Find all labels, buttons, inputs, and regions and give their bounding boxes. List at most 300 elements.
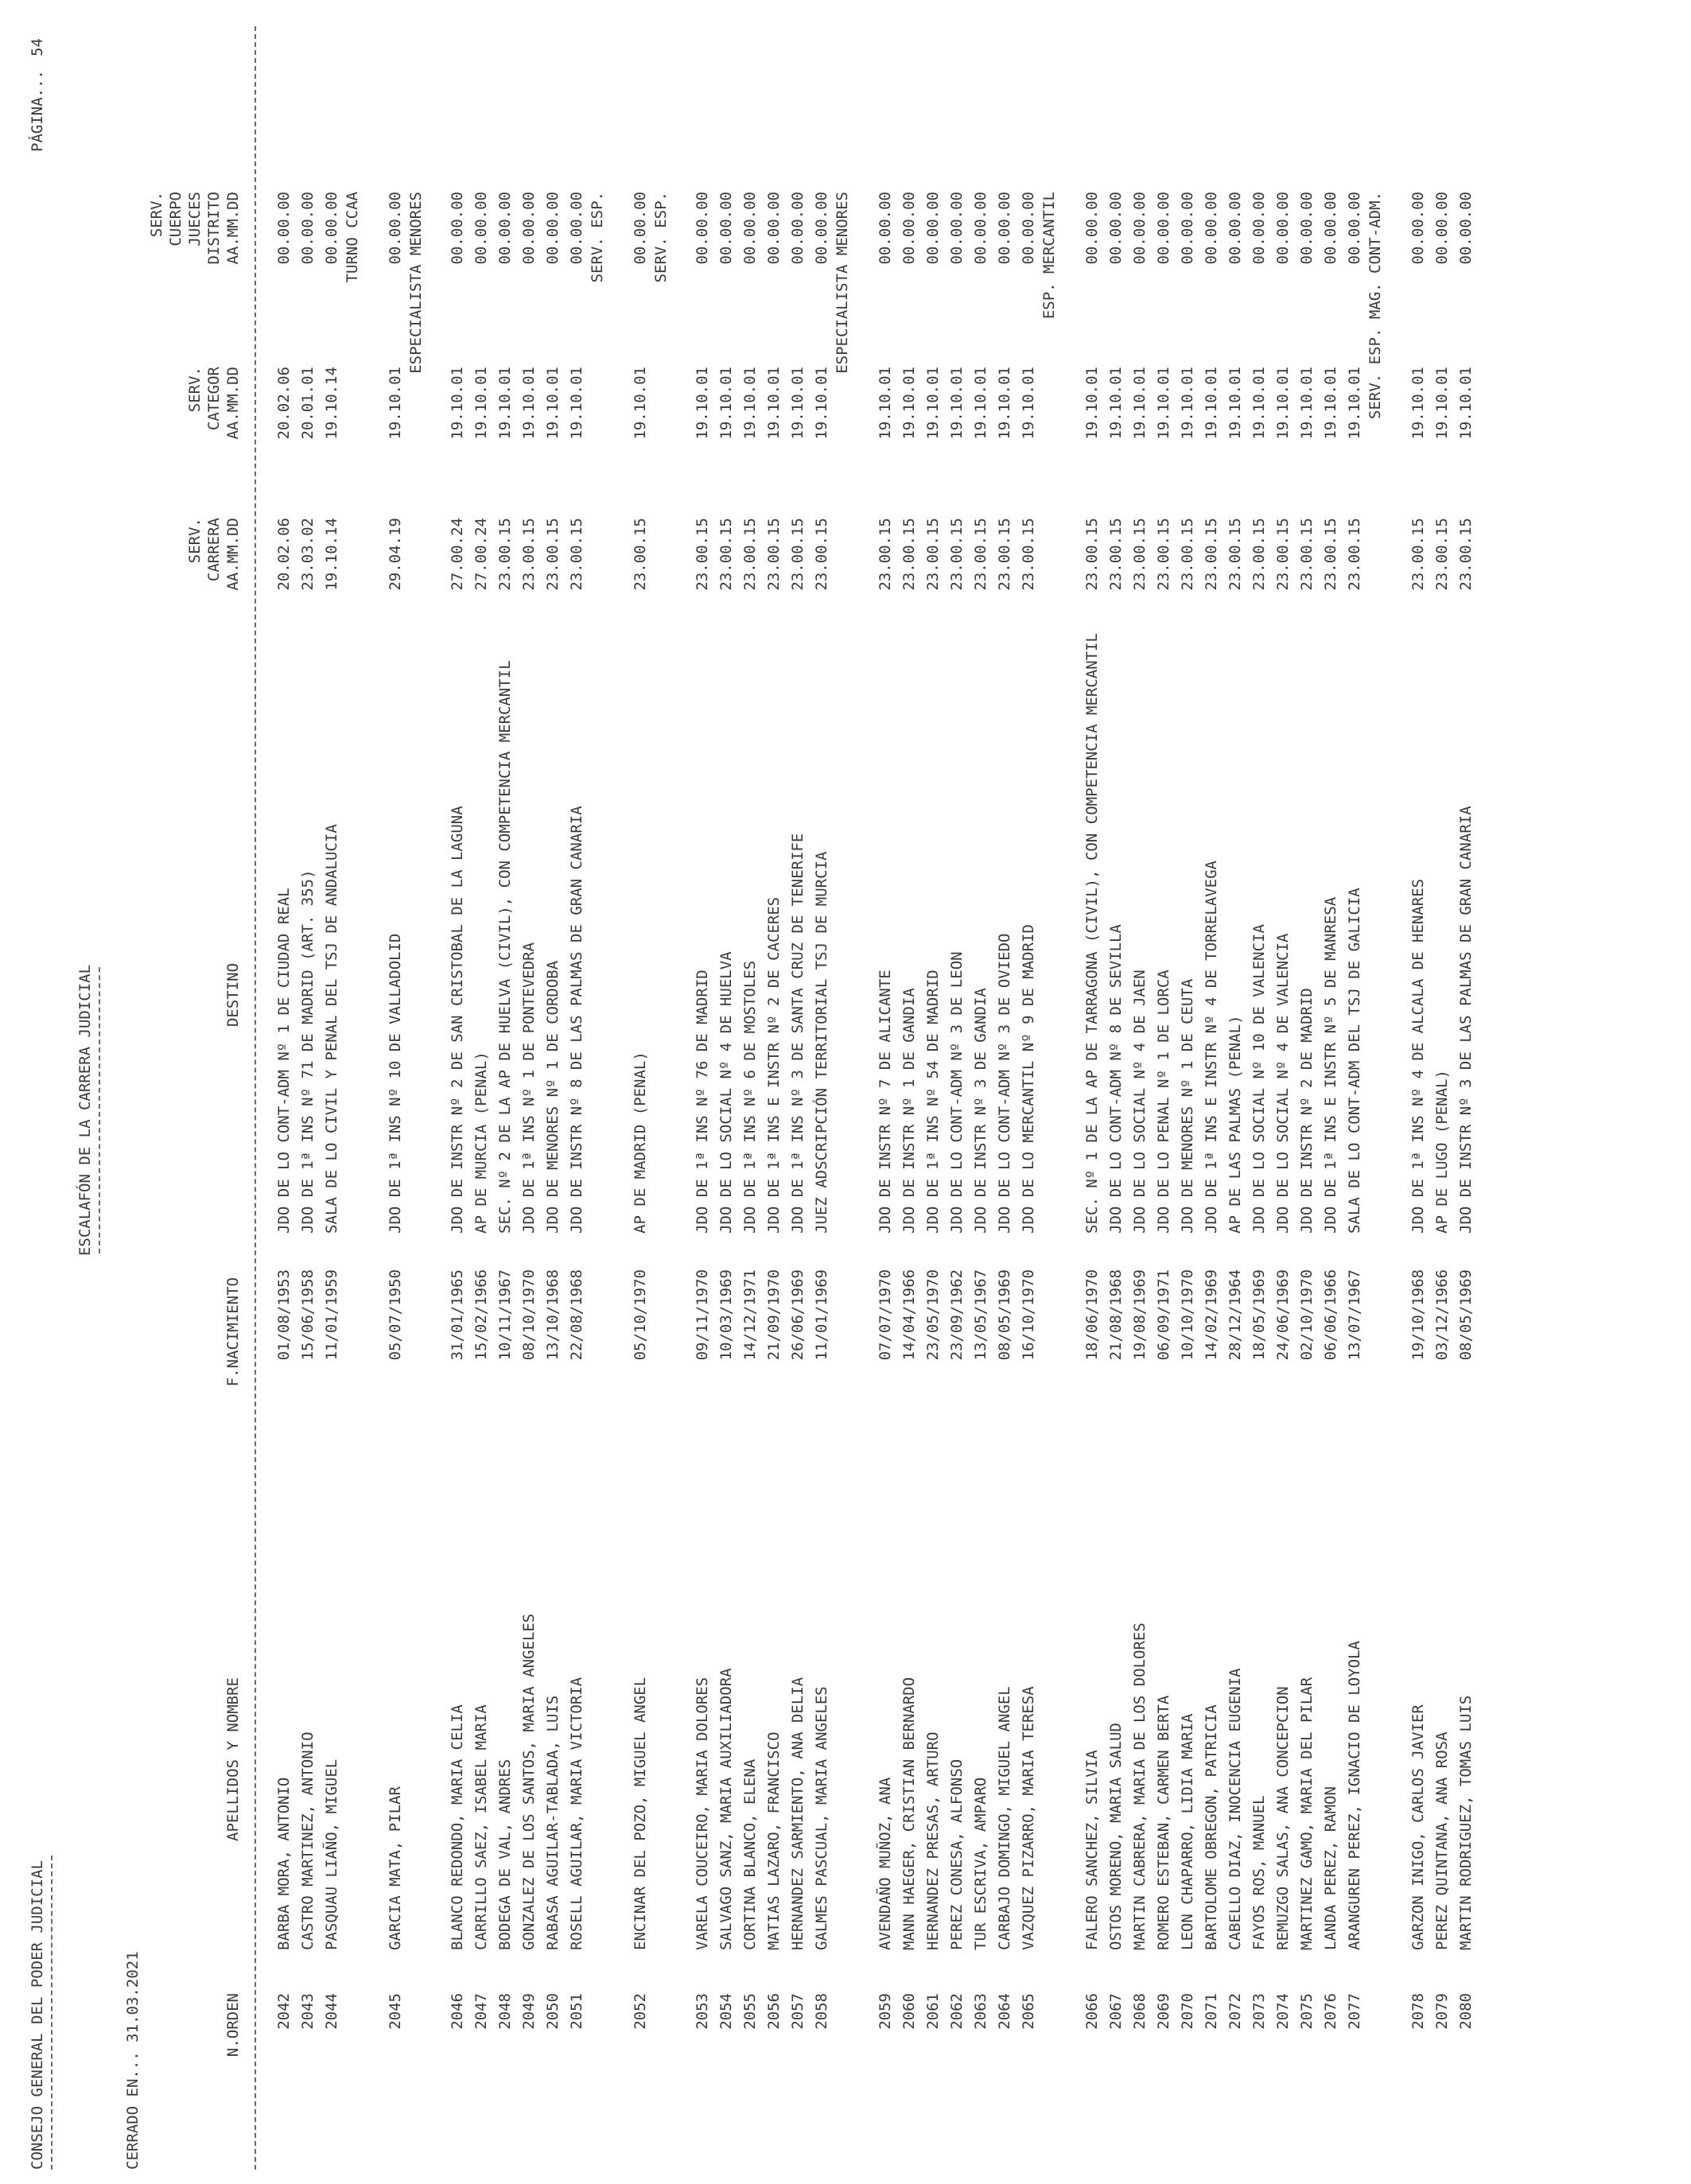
row-annotation: SERV. ESP. — [652, 192, 670, 283]
birth-date: 05/10/1970 — [632, 1269, 649, 1361]
order-number: 2042 — [275, 1993, 293, 2030]
serv-carrera: 23.00.15 — [694, 518, 711, 591]
destination: JDO DE 1ª INS E INSTR Nº 2 DE CACERES — [765, 896, 783, 1234]
destination: JDO DE 1ª INS Nº 54 DE MADRID — [924, 970, 942, 1234]
person-name: OSTOS MORENO, MARIA SALUD — [1107, 1723, 1125, 1950]
serv-carrera: 23.00.15 — [1298, 518, 1316, 591]
destination: JDO DE 1ª INS Nº 1 DE PONTEVEDRA — [520, 942, 538, 1234]
person-name: HERNANDEZ SARMIENTO, ANA DELIA — [789, 1677, 807, 1950]
birth-date: 02/10/1970 — [1298, 1269, 1316, 1361]
serv-distrito: 00.00.00 — [1298, 192, 1316, 265]
birth-date: 09/11/1970 — [694, 1269, 711, 1361]
serv-carrera: 23.00.15 — [972, 518, 989, 591]
birth-date: 06/09/1971 — [1155, 1269, 1172, 1361]
person-name: ROSELL AGUILAR, MARIA VICTORIA — [568, 1677, 585, 1950]
order-number: 2078 — [1409, 1993, 1427, 2030]
birth-date: 01/08/1953 — [275, 1269, 293, 1361]
birth-date: 15/02/1966 — [472, 1269, 490, 1361]
destination: JDO DE 1ª INS Nº 3 DE SANTA CRUZ DE TENERIFE — [789, 833, 807, 1234]
serv-categor: 19.10.01 — [765, 367, 783, 440]
destination: SEC. Nº 1 DE LA AP DE TARRAGONA (CIVIL), CON COMPETENCIA MERCANTIL — [1083, 633, 1101, 1234]
birth-date: 21/09/1970 — [765, 1269, 783, 1361]
birth-date: 11/01/1969 — [813, 1269, 830, 1361]
serv-categor: 19.10.01 — [1020, 367, 1037, 440]
serv-categor: 19.10.01 — [472, 367, 490, 440]
serv-categor: 19.10.01 — [694, 367, 711, 440]
serv-distrito: 00.00.00 — [1322, 192, 1339, 265]
col-header-serv-categor-3: AA.MM.DD — [224, 367, 242, 440]
order-number: 2069 — [1155, 1993, 1172, 2030]
birth-date: 15/06/1958 — [299, 1269, 317, 1361]
serv-categor: 20.02.06 — [275, 367, 293, 440]
page-number: 54 — [29, 38, 46, 56]
serv-carrera: 23.00.15 — [1155, 518, 1172, 591]
order-number: 2043 — [299, 1993, 317, 2030]
col-header-serv-distrito-3: JUECES — [186, 192, 204, 247]
destination: JDO DE LO CONT-ADM Nº 3 DE LEON — [948, 951, 966, 1234]
row-annotation: SERV. ESP. — [589, 192, 606, 283]
order-number: 2046 — [449, 1993, 466, 2030]
destination: SEC. Nº 2 DE LA AP DE HUELVA (CIVIL), CON COMPETENCIA MERCANTIL — [496, 660, 514, 1234]
serv-distrito: 00.00.00 — [741, 192, 759, 265]
serv-distrito: 00.00.00 — [1409, 192, 1427, 265]
serv-distrito: 00.00.00 — [900, 192, 918, 265]
order-number: 2077 — [1346, 1993, 1363, 2030]
destination: JDO DE INSTR Nº 3 DE GANDIA — [972, 988, 989, 1234]
birth-date: 07/07/1970 — [877, 1269, 894, 1361]
col-header-birth: F.NACIMIENTO — [224, 1277, 242, 1387]
birth-date: 28/12/1964 — [1226, 1269, 1244, 1361]
serv-carrera: 23.00.15 — [1131, 518, 1149, 591]
serv-categor: 19.10.01 — [1250, 367, 1268, 440]
order-number: 2065 — [1020, 1993, 1037, 2030]
person-name: MARTINEZ GAMO, MARIA DEL PILAR — [1298, 1677, 1316, 1950]
serv-carrera: 23.00.15 — [741, 518, 759, 591]
col-header-serv-distrito-5: AA.MM.DD — [224, 192, 242, 265]
order-number: 2053 — [694, 1993, 711, 2030]
serv-categor: 19.10.01 — [1433, 367, 1451, 440]
order-number: 2056 — [765, 1993, 783, 2030]
serv-distrito: 00.00.00 — [1457, 192, 1475, 265]
serv-categor: 19.10.01 — [972, 367, 989, 440]
serv-carrera: 23.00.15 — [1274, 518, 1292, 591]
serv-distrito: 00.00.00 — [1346, 192, 1363, 265]
person-name: PEREZ QUINTANA, ANA ROSA — [1433, 1731, 1451, 1950]
destination: JDO DE INSTR Nº 7 DE ALICANTE — [877, 970, 894, 1234]
person-name: BODEGA DE VAL, ANDRES — [496, 1758, 514, 1950]
destination: JDO DE LO MERCANTIL Nº 9 DE MADRID — [1020, 924, 1037, 1234]
order-number: 2049 — [520, 1993, 538, 2030]
serv-carrera: 29.04.19 — [387, 518, 404, 591]
destination: JDO DE 1ª INS Nº 10 DE VALLADOLID — [387, 933, 404, 1234]
person-name: LEON CHAPARRO, LIDIA MARIA — [1179, 1713, 1196, 1950]
order-number: 2071 — [1203, 1993, 1220, 2030]
order-number: 2073 — [1250, 1993, 1268, 2030]
birth-date: 13/05/1967 — [972, 1269, 989, 1361]
order-number: 2064 — [996, 1993, 1013, 2030]
serv-distrito: 00.00.00 — [299, 192, 317, 265]
col-header-destination: DESTINO — [224, 962, 242, 1028]
serv-carrera: 23.00.15 — [520, 518, 538, 591]
serv-categor: 19.10.01 — [1346, 367, 1363, 440]
row-annotation: ESPECIALISTA MENORES — [407, 192, 425, 374]
serv-carrera: 23.00.15 — [813, 518, 830, 591]
serv-distrito: 00.00.00 — [789, 192, 807, 265]
serv-carrera: 23.00.15 — [1322, 518, 1339, 591]
destination: JDO DE INSTR Nº 3 DE LAS PALMAS DE GRAN CANARIA — [1457, 806, 1475, 1234]
destination: JDO DE LO CONT-ADM Nº 8 DE SEVILLA — [1107, 924, 1125, 1234]
col-header-name: APELLIDOS Y NOMBRE — [224, 1677, 242, 1841]
person-name: BLANCO REDONDO, MARIA CELIA — [449, 1704, 466, 1950]
serv-distrito: 00.00.00 — [948, 192, 966, 265]
report-title-underline — [99, 967, 100, 1253]
destination: JDO DE MENORES Nº 1 DE CEUTA — [1179, 978, 1196, 1234]
col-header-serv-carrera-3: AA.MM.DD — [224, 518, 242, 591]
person-name: FALERO SANCHEZ, SILVIA — [1083, 1750, 1101, 1950]
destination: JDO DE LO SOCIAL Nº 4 DE HUELVA — [717, 951, 735, 1234]
serv-carrera: 23.00.15 — [1409, 518, 1427, 591]
serv-categor: 19.10.01 — [1155, 367, 1172, 440]
birth-date: 08/05/1969 — [996, 1269, 1013, 1361]
birth-date: 18/05/1969 — [1250, 1269, 1268, 1361]
person-name: SALVAGO SANZ, MARIA AUXILIADORA — [717, 1668, 735, 1950]
person-name: GONZALEZ DE LOS SANTOS, MARIA ANGELES — [520, 1613, 538, 1950]
serv-distrito: 00.00.00 — [1250, 192, 1268, 265]
order-number: 2054 — [717, 1993, 735, 2030]
closed-date-label: CERRADO EN... 31.03.2021 — [124, 1951, 142, 2170]
destination: AP DE LAS PALMAS (PENAL) — [1226, 1015, 1244, 1234]
person-name: BARTOLOME OBREGON, PATRICIA — [1203, 1704, 1220, 1950]
serv-distrito: 00.00.00 — [877, 192, 894, 265]
order-number: 2068 — [1131, 1993, 1149, 2030]
birth-date: 24/06/1969 — [1274, 1269, 1292, 1361]
person-name: REMUZGO SALAS, ANA CONCEPCION — [1274, 1686, 1292, 1950]
destination: JDO DE 1ª INS E INSTR Nº 4 DE TORRELAVEGA — [1203, 861, 1220, 1234]
serv-carrera: 23.00.15 — [924, 518, 942, 591]
order-number: 2057 — [789, 1993, 807, 2030]
serv-carrera: 23.00.15 — [1457, 518, 1475, 591]
destination: JDO DE LO PENAL Nº 1 DE LORCA — [1155, 970, 1172, 1234]
row-annotation: ESP. MERCANTIL — [1040, 192, 1058, 320]
serv-categor: 19.10.01 — [1322, 367, 1339, 440]
serv-categor: 19.10.01 — [1226, 367, 1244, 440]
serv-distrito: 00.00.00 — [568, 192, 585, 265]
person-name: GARZON INIGO, CARLOS JAVIER — [1409, 1704, 1427, 1950]
serv-carrera: 23.03.02 — [299, 518, 317, 591]
destination: JDO DE INSTR Nº 8 DE LAS PALMAS DE GRAN CANARIA — [568, 806, 585, 1234]
order-number: 2079 — [1433, 1993, 1451, 2030]
serv-categor: 19.10.01 — [789, 367, 807, 440]
destination: JDO DE INSTR Nº 2 DE MADRID — [1298, 988, 1316, 1234]
birth-date: 26/06/1969 — [789, 1269, 807, 1361]
header-separator — [255, 26, 256, 2170]
destination: JUEZ ADSCRIPCIÓN TERRITORIAL TSJ DE MURCIA — [813, 851, 830, 1234]
destination: JDO DE MENORES Nº 1 DE CORDOBA — [544, 960, 562, 1234]
table-row — [1459, 0, 1486, 2184]
order-number: 2076 — [1322, 1993, 1339, 2030]
serv-categor: 19.10.01 — [717, 367, 735, 440]
birth-date: 10/11/1967 — [496, 1269, 514, 1361]
birth-date: 08/10/1970 — [520, 1269, 538, 1361]
serv-categor: 19.10.01 — [1203, 367, 1220, 440]
destination: JDO DE INSTR Nº 1 DE GANDIA — [900, 988, 918, 1234]
serv-distrito: 00.00.00 — [1274, 192, 1292, 265]
serv-distrito: 00.00.00 — [275, 192, 293, 265]
col-header-serv-categor-1: SERV. — [186, 367, 204, 413]
serv-carrera: 23.00.15 — [765, 518, 783, 591]
order-number: 2058 — [813, 1993, 830, 2030]
serv-categor: 19.10.01 — [387, 367, 404, 440]
order-number: 2047 — [472, 1993, 490, 2030]
birth-date: 22/08/1968 — [568, 1269, 585, 1361]
person-name: TUR ESCRIVA, AMPARO — [972, 1777, 989, 1950]
serv-categor: 19.10.01 — [1409, 367, 1427, 440]
serv-carrera: 23.00.15 — [1226, 518, 1244, 591]
order-number: 2075 — [1298, 1993, 1316, 2030]
serv-categor: 19.10.01 — [900, 367, 918, 440]
serv-distrito: 00.00.00 — [1155, 192, 1172, 265]
serv-carrera: 23.00.15 — [568, 518, 585, 591]
person-name: MARTIN RODRIGUEZ, TOMAS LUIS — [1457, 1695, 1475, 1950]
person-name: CARRILLO SAEZ, ISABEL MARIA — [472, 1704, 490, 1950]
serv-carrera: 20.02.06 — [275, 518, 293, 591]
birth-date: 18/06/1970 — [1083, 1269, 1101, 1361]
order-number: 2070 — [1179, 1993, 1196, 2030]
destination: JDO DE 1ª INS Nº 6 DE MOSTOLES — [741, 960, 759, 1234]
birth-date: 19/08/1969 — [1131, 1269, 1149, 1361]
person-name: MARTIN CABRERA, MARIA DE LOS DOLORES — [1131, 1622, 1149, 1950]
report-title: ESCALAFÓN DE LA CARRERA JUDICIAL — [76, 964, 94, 1257]
serv-carrera: 23.00.15 — [1083, 518, 1101, 591]
col-header-serv-categor-2: CATEGOR — [205, 367, 223, 431]
serv-carrera: 23.00.15 — [1250, 518, 1268, 591]
serv-distrito: 00.00.00 — [1179, 192, 1196, 265]
order-number: 2066 — [1083, 1993, 1101, 2030]
person-name: CORTINA BLANCO, ELENA — [741, 1758, 759, 1950]
serv-categor: 19.10.01 — [948, 367, 966, 440]
person-name: BARBA MORA, ANTONIO — [275, 1777, 293, 1950]
serv-distrito: 00.00.00 — [496, 192, 514, 265]
row-annotation: SERV. ESP. MAG. CONT-ADM. — [1366, 192, 1384, 419]
serv-distrito: 00.00.00 — [449, 192, 466, 265]
birth-date: 10/03/1969 — [717, 1269, 735, 1361]
birth-date: 11/01/1959 — [323, 1269, 340, 1361]
person-name: MATIAS LAZARO, FRANCISCO — [765, 1731, 783, 1950]
order-number: 2052 — [632, 1993, 649, 2030]
row-annotation: TURNO CCAA — [344, 192, 361, 283]
person-name: FAYOS ROS, MANUEL — [1250, 1795, 1268, 1950]
order-number: 2060 — [900, 1993, 918, 2030]
serv-categor: 19.10.01 — [1107, 367, 1125, 440]
org-title-underline — [51, 1856, 52, 2170]
serv-carrera: 23.00.15 — [948, 518, 966, 591]
serv-carrera: 23.00.15 — [877, 518, 894, 591]
destination: JDO DE LO SOCIAL Nº 10 DE VALENCIA — [1250, 924, 1268, 1234]
col-header-serv-carrera-2: CARRERA — [205, 518, 223, 582]
col-header-serv-distrito-1: SERV. — [148, 192, 165, 238]
serv-categor: 19.10.01 — [996, 367, 1013, 440]
order-number: 2044 — [323, 1993, 340, 2030]
serv-categor: 19.10.01 — [877, 367, 894, 440]
order-number: 2059 — [877, 1993, 894, 2030]
birth-date: 05/07/1950 — [387, 1269, 404, 1361]
serv-categor: 19.10.01 — [1274, 367, 1292, 440]
serv-categor: 19.10.01 — [1131, 367, 1149, 440]
order-number: 2051 — [568, 1993, 585, 2030]
serv-carrera: 23.00.15 — [900, 518, 918, 591]
serv-distrito: 00.00.00 — [1226, 192, 1244, 265]
serv-distrito: 00.00.00 — [520, 192, 538, 265]
order-number: 2048 — [496, 1993, 514, 2030]
serv-categor: 19.10.01 — [924, 367, 942, 440]
person-name: PASQUAU LIAÑO, MIGUEL — [323, 1758, 340, 1950]
serv-categor: 19.10.01 — [813, 367, 830, 440]
order-number: 2045 — [387, 1993, 404, 2030]
birth-date: 14/02/1969 — [1203, 1269, 1220, 1361]
org-title: CONSEJO GENERAL DEL PODER JUDICIAL — [29, 1860, 46, 2170]
person-name: ARANGUREN PEREZ, IGNACIO DE LOYOLA — [1346, 1641, 1363, 1950]
serv-distrito: 00.00.00 — [1083, 192, 1101, 265]
order-number: 2050 — [544, 1993, 562, 2030]
serv-categor: 19.10.01 — [632, 367, 649, 440]
serv-carrera: 23.00.15 — [1203, 518, 1220, 591]
serv-carrera: 23.00.15 — [996, 518, 1013, 591]
birth-date: 21/08/1968 — [1107, 1269, 1125, 1361]
person-name: HERNANDEZ PRESAS, ARTURO — [924, 1731, 942, 1950]
serv-categor: 19.10.01 — [449, 367, 466, 440]
serv-categor: 19.10.01 — [544, 367, 562, 440]
serv-distrito: 00.00.00 — [1203, 192, 1220, 265]
birth-date: 10/10/1970 — [1179, 1269, 1196, 1361]
birth-date: 13/10/1968 — [544, 1269, 562, 1361]
destination: JDO DE INSTR Nº 2 DE SAN CRISTOBAL DE LA LAGUNA — [449, 806, 466, 1234]
serv-categor: 19.10.01 — [496, 367, 514, 440]
serv-distrito: 00.00.00 — [694, 192, 711, 265]
serv-categor: 19.10.01 — [1083, 367, 1101, 440]
row-annotation: ESPECIALISTA MENORES — [834, 192, 851, 374]
serv-distrito: 00.00.00 — [717, 192, 735, 265]
person-name: RABASA AGUILAR-TABLADA, LUIS — [544, 1695, 562, 1950]
destination: SALA DE LO CONT-ADM DEL TSJ DE GALICIA — [1346, 888, 1363, 1234]
serv-distrito: 00.00.00 — [387, 192, 404, 265]
serv-categor: 19.10.01 — [741, 367, 759, 440]
person-name: ENCINAR DEL POZO, MIGUEL ANGEL — [632, 1677, 649, 1950]
birth-date: 03/12/1966 — [1433, 1269, 1451, 1361]
col-header-serv-distrito-2: CUERPO — [167, 192, 185, 247]
order-number: 2061 — [924, 1993, 942, 2030]
serv-categor: 20.01.01 — [299, 367, 317, 440]
serv-distrito: 00.00.00 — [544, 192, 562, 265]
serv-categor: 19.10.01 — [1179, 367, 1196, 440]
page-label: PÁGINA... — [29, 70, 46, 152]
serv-distrito: 00.00.00 — [813, 192, 830, 265]
destination: JDO DE LO CONT-ADM Nº 1 DE CIUDAD REAL — [275, 888, 293, 1234]
birth-date: 13/07/1967 — [1346, 1269, 1363, 1361]
destination: AP DE MADRID (PENAL) — [632, 1051, 649, 1234]
person-name: CABELLO DIAZ, INOCENCIA EUGENIA — [1226, 1668, 1244, 1950]
person-name: CARBAJO DOMINGO, MIGUEL ANGEL — [996, 1686, 1013, 1950]
person-name: PEREZ CONESA, ALFONSO — [948, 1758, 966, 1950]
serv-carrera: 23.00.15 — [496, 518, 514, 591]
birth-date: 06/06/1966 — [1322, 1269, 1339, 1361]
person-name: VARELA COUCEIRO, MARIA DOLORES — [694, 1677, 711, 1950]
order-number: 2080 — [1457, 1993, 1475, 2030]
serv-distrito: 00.00.00 — [1107, 192, 1125, 265]
serv-carrera: 23.00.15 — [717, 518, 735, 591]
destination: AP DE MURCIA (PENAL) — [472, 1051, 490, 1234]
serv-categor: 19.10.01 — [520, 367, 538, 440]
serv-categor: 19.10.01 — [1457, 367, 1475, 440]
order-number: 2072 — [1226, 1993, 1244, 2030]
serv-carrera: 27.00.24 — [472, 518, 490, 591]
person-name: ROMERO ESTEBAN, CARMEN BERTA — [1155, 1695, 1172, 1950]
serv-distrito: 00.00.00 — [765, 192, 783, 265]
order-number: 2063 — [972, 1993, 989, 2030]
birth-date: 23/09/1962 — [948, 1269, 966, 1361]
serv-carrera: 27.00.24 — [449, 518, 466, 591]
serv-categor: 19.10.01 — [568, 367, 585, 440]
destination: SALA DE LO CIVIL Y PENAL DEL TSJ DE ANDALUCIA — [323, 824, 340, 1234]
destination: JDO DE LO SOCIAL Nº 4 DE JAEN — [1131, 970, 1149, 1234]
serv-distrito: 00.00.00 — [972, 192, 989, 265]
serv-distrito: 00.00.00 — [472, 192, 490, 265]
destination: JDO DE 1ª INS E INSTR Nº 5 DE MANRESA — [1322, 896, 1339, 1234]
serv-carrera: 23.00.15 — [1433, 518, 1451, 591]
serv-carrera: 23.00.15 — [1107, 518, 1125, 591]
serv-distrito: 00.00.00 — [1020, 192, 1037, 265]
person-name: AVENDAÑO MUÑOZ, ANA — [877, 1777, 894, 1950]
destination: JDO DE LO SOCIAL Nº 4 DE VALENCIA — [1274, 933, 1292, 1234]
destination: JDO DE 1ª INS Nº 76 DE MADRID — [694, 970, 711, 1234]
serv-distrito: 00.00.00 — [632, 192, 649, 265]
person-name: CASTRO MARTINEZ, ANTONIO — [299, 1731, 317, 1950]
serv-distrito: 00.00.00 — [1433, 192, 1451, 265]
person-name: LANDA PEREZ, RAMON — [1322, 1786, 1339, 1950]
serv-carrera: 23.00.15 — [1346, 518, 1363, 591]
destination: JDO DE 1ª INS Nº 4 DE ALCALA DE HENARES — [1409, 878, 1427, 1234]
order-number: 2074 — [1274, 1993, 1292, 2030]
order-number: 2055 — [741, 1993, 759, 2030]
serv-carrera: 23.00.15 — [632, 518, 649, 591]
serv-carrera: 23.00.15 — [1020, 518, 1037, 591]
birth-date: 23/05/1970 — [924, 1269, 942, 1361]
serv-categor: 19.10.01 — [1298, 367, 1316, 440]
birth-date: 16/10/1970 — [1020, 1269, 1037, 1361]
serv-carrera: 19.10.14 — [323, 518, 340, 591]
serv-carrera: 23.00.15 — [1179, 518, 1196, 591]
birth-date: 14/12/1971 — [741, 1269, 759, 1361]
birth-date: 14/04/1966 — [900, 1269, 918, 1361]
person-name: VAZQUEZ PIZARRO, MARIA TERESA — [1020, 1686, 1037, 1950]
birth-date: 08/05/1969 — [1457, 1269, 1475, 1361]
destination: AP DE LUGO (PENAL) — [1433, 1070, 1451, 1234]
serv-distrito: 00.00.00 — [996, 192, 1013, 265]
destination: JDO DE 1ª INS Nº 71 DE MADRID (ART. 355) — [299, 869, 317, 1234]
order-number: 2067 — [1107, 1993, 1125, 2030]
serv-carrera: 23.00.15 — [544, 518, 562, 591]
order-number: 2062 — [948, 1993, 966, 2030]
serv-carrera: 23.00.15 — [789, 518, 807, 591]
serv-categor: 19.10.14 — [323, 367, 340, 440]
col-header-order: N.ORDEN — [224, 1993, 242, 2058]
destination: JDO DE LO CONT-ADM Nº 3 DE OVIEDO — [996, 933, 1013, 1234]
col-header-serv-distrito-4: DISTRITO — [205, 192, 223, 265]
birth-date: 19/10/1968 — [1409, 1269, 1427, 1361]
birth-date: 31/01/1965 — [449, 1269, 466, 1361]
person-name: GALMES PASCUAL, MARIA ANGELES — [813, 1686, 830, 1950]
person-name: MANN HAEGER, CRISTIAN BERNARDO — [900, 1677, 918, 1950]
serv-distrito: 00.00.00 — [924, 192, 942, 265]
